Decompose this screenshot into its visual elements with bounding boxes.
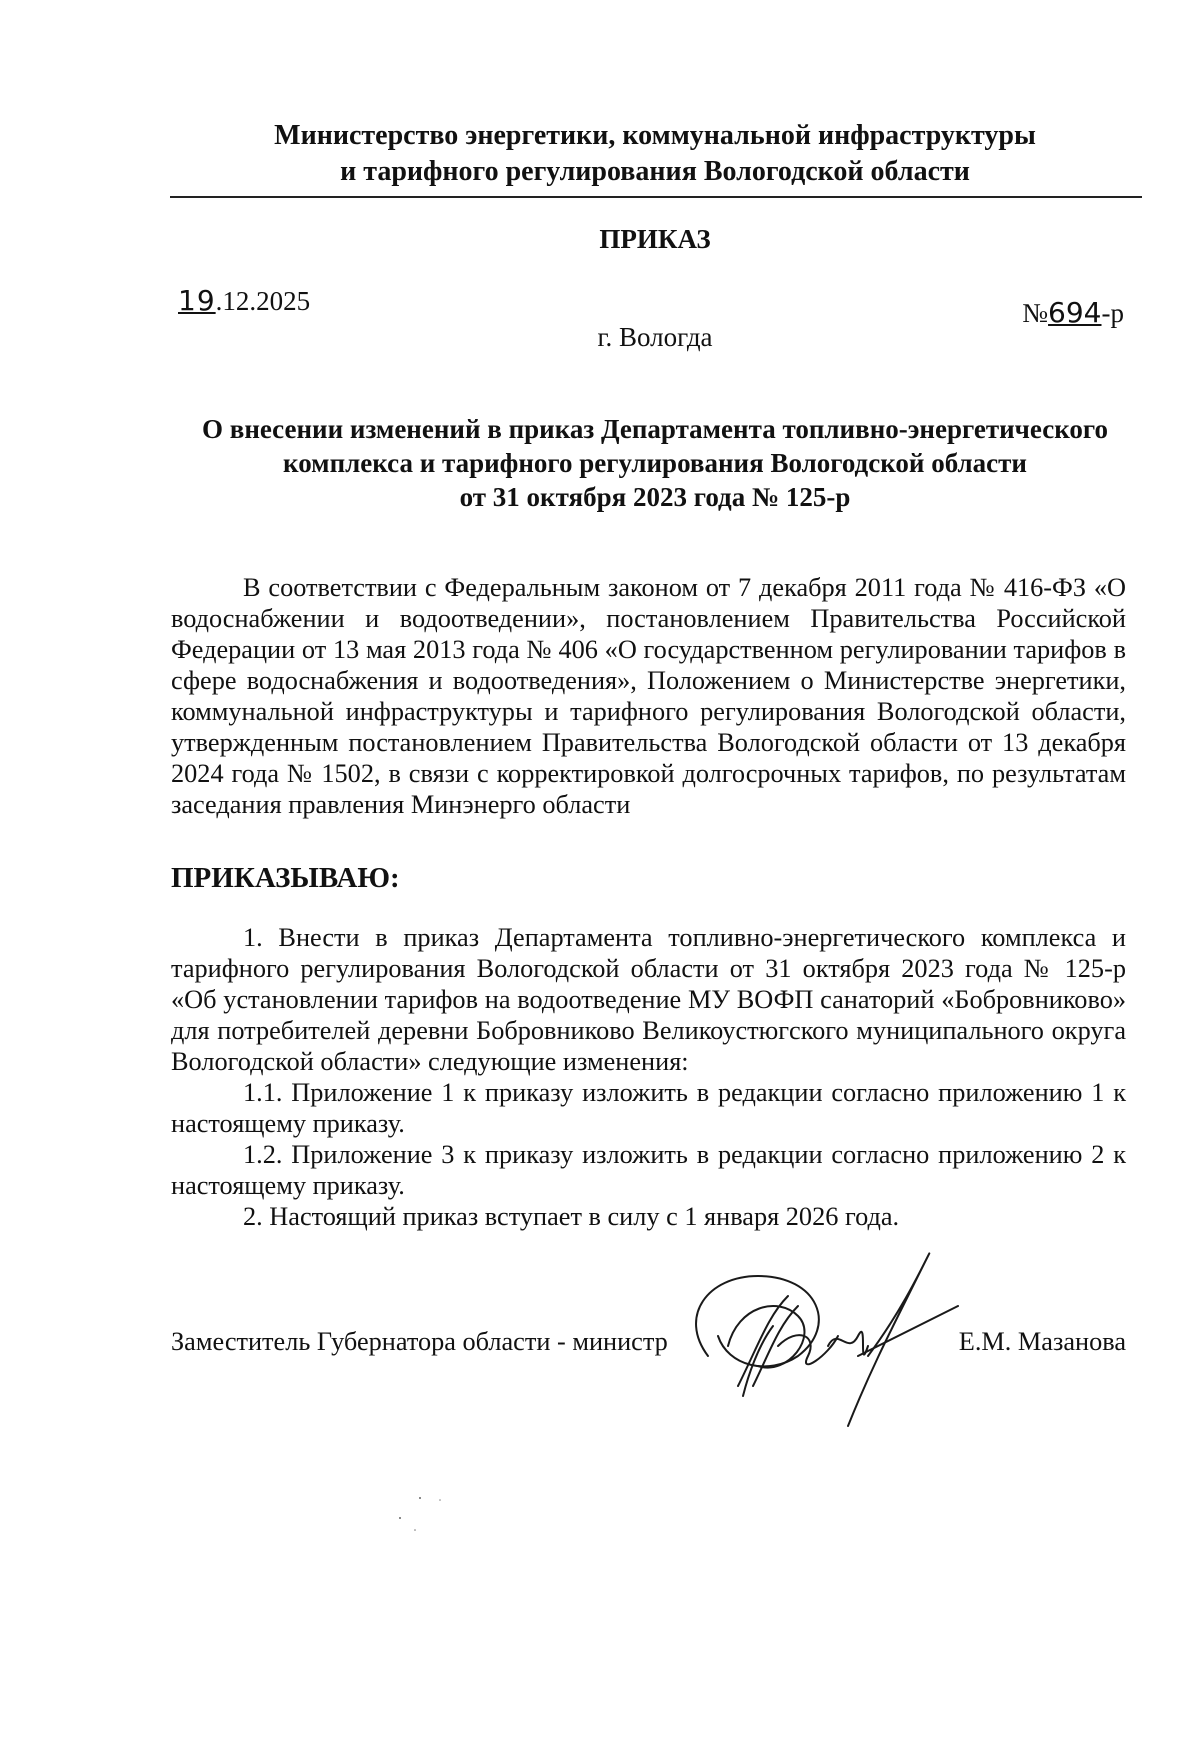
scan-specks <box>380 1490 480 1550</box>
order-word: ПРИКАЗЫВАЮ: <box>171 862 400 894</box>
ministry-header-line1: Министерство энергетики, коммунальной инфраструктуры <box>274 120 1036 151</box>
document-date <box>178 284 310 317</box>
header-divider <box>170 196 1142 198</box>
date-day-handwritten: 19 <box>178 284 216 317</box>
order-item-2: 2. Настоящий приказ вступает в силу с 1 января 2026 года. <box>243 1202 900 1231</box>
order-item-1-1: 1.1. Приложение 1 к приказу изложить в редакции согласно приложению 1 к настоящему приказу. <box>171 1078 1126 1138</box>
order-items <box>171 922 1126 1232</box>
number-handwritten: 694 <box>1048 296 1102 329</box>
document-title <box>170 412 1140 514</box>
date-month-year: .12.2025 <box>215 286 311 316</box>
number-suffix: -р <box>1101 298 1124 328</box>
title-line3: от 31 октября 2023 года № 125-р <box>459 482 851 512</box>
signer-name: Е.М. Мазанова <box>958 1327 1126 1356</box>
order-item-1: 1. Внести в приказ Департамента топливно-энергетического комплекса и тарифного регулирования Вологодской области от 31 октября 2023 года № 125-р «Об установлении тарифов на водоотведение МУ ВОФП санаторий «Бобровниково» для потребителей деревни Бобровниково Великоустюгского муниципального округа Вологодской области» следующие изменения: <box>171 923 1126 1076</box>
number-prefix: № <box>1022 298 1049 328</box>
ministry-header-line2: и тарифного регулирования Вологодской области <box>340 156 970 187</box>
title-line2: комплекса и тарифного регулирования Вологодской области <box>283 448 1027 478</box>
document-city: г. Вологда <box>597 322 713 352</box>
handwritten-signature <box>668 1236 968 1436</box>
preamble-paragraph: В соответствии с Федеральным законом от 7 декабря 2011 года № 416-ФЗ «О водоснабжении и водоотведении», постановлением Правительства Российской Федерации от 13 мая 2013 года № 406 «О государственном регулировании тарифов в сфере водоснабжения и водоотведения», Положением о Министерстве энергетики, коммунальной инфраструктуры и тарифного регулирования Вологодской области, утвержденным постановлением Правительства Вологодской области от 13 декабря 2024 года № 1502, в связи с корректировкой долгосрочных тарифов, по результатам заседания правления Минэнерго области <box>171 573 1126 819</box>
signer-position: Заместитель Губернатора области - министр <box>171 1327 668 1356</box>
document-type: ПРИКАЗ <box>599 224 711 254</box>
order-item-1-2: 1.2. Приложение 3 к приказу изложить в редакции согласно приложению 2 к настоящему приказу. <box>171 1140 1126 1200</box>
ministry-header <box>170 118 1140 190</box>
title-line1: О внесении изменений в приказ Департамента топливно-энергетического <box>201 414 1108 444</box>
